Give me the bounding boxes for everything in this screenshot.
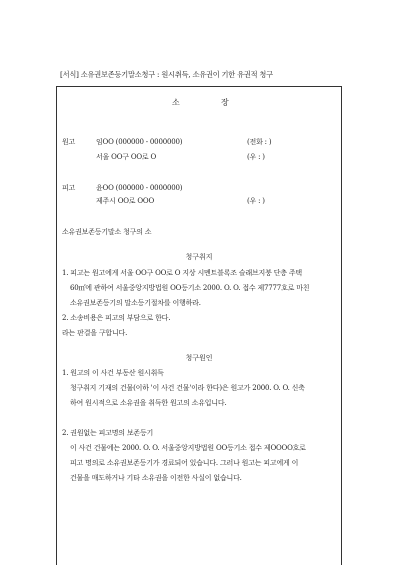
claim-line: 소유권보존등기의 말소등기절차를 이행하라.: [70, 299, 201, 307]
defendant-address: 제주시 OO로 OOO: [96, 197, 154, 205]
claim-line: 라는 판결을 구합니다.: [62, 329, 128, 337]
doc-title-char-1: 소: [172, 98, 180, 107]
claim-line: 2. 소송비용은 피고의 부담으로 한다.: [62, 314, 171, 322]
cause-line: 하여 원시적으로 소유권을 취득한 원고의 소유입니다.: [70, 399, 227, 407]
case-title: 소유권보존등기말소 청구의 소: [62, 228, 152, 236]
cause-line: 이 사건 건물에는 2000. O. O. 서울중앙지방법원 OO등기소 접수 제OOOO호로: [70, 444, 306, 452]
cause-line: 피고 명의로 소유권보존등기가 경료되어 있습니다. 그러나 원고는 피고에게 이: [70, 459, 299, 467]
defendant-name: 윤OO (000000 - 0000000): [96, 184, 183, 192]
plaintiff-label: 원고: [62, 138, 76, 146]
claim-heading: 청구취지: [185, 253, 213, 261]
cause-line: 2. 권원없는 피고명의 보존등기: [62, 429, 154, 437]
plaintiff-address: 서울 OO구 OO로 O: [96, 153, 157, 161]
claim-line: 1. 피고는 원고에게 서울 OO구 OO로 O 지상 시멘트블록조 슬래브지붕 단층 주택: [62, 269, 302, 277]
cause-line: 1. 원고의 이 사건 부동산 원시취득: [62, 369, 164, 377]
defendant-zip: (우 : ): [247, 197, 265, 205]
cause-line: 청구취지 기재의 건물(이하 '이 사건 건물'이라 한다)은 원고가 2000. O. O. 신축: [70, 384, 305, 392]
claim-line: 60㎡에 관하여 서울중앙지방법원 OO등기소 2000. O. O. 접수 제7777호로 마친: [70, 284, 310, 292]
cause-heading: 청구원인: [185, 354, 213, 362]
cause-line: 건물을 매도하거나 기타 소유권을 이전한 사실이 없습니다.: [70, 474, 242, 482]
plaintiff-zip: (우 : ): [247, 153, 265, 161]
doc-title-char-2: 장: [221, 98, 229, 107]
plaintiff-phone: (전화 : ): [247, 138, 272, 146]
form-caption: [서식] 소유권보존등기말소청구 : 원시취득, 소유권이 기한 유권적 청구: [60, 70, 273, 79]
plaintiff-name: 임OO (000000 - 0000000): [96, 138, 183, 146]
defendant-label: 피고: [62, 184, 76, 192]
